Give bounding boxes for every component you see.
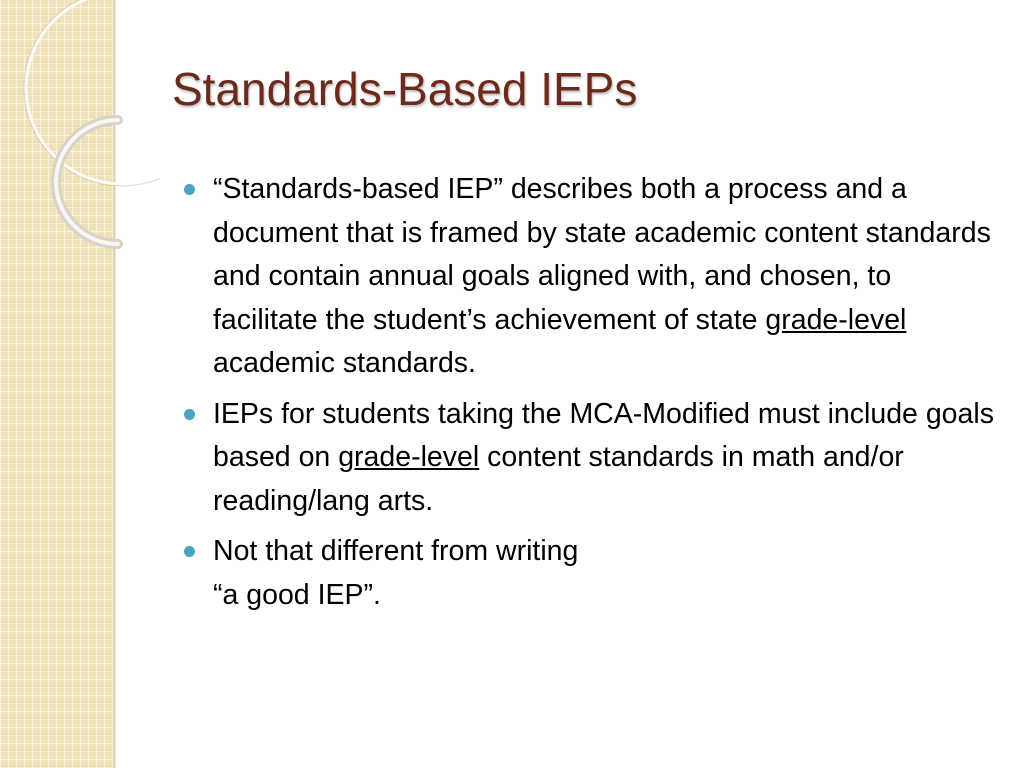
bullet-text: academic standards. bbox=[213, 347, 476, 379]
bullet-text: Not that different from writing bbox=[213, 535, 579, 567]
bullet-list bbox=[182, 168, 997, 624]
bullet-text: IEPs for students taking the MCA-Modified must include goals based on bbox=[213, 397, 994, 473]
side-panel-edge bbox=[113, 0, 116, 768]
bullet-text: “a good IEP”. bbox=[213, 578, 381, 611]
underlined-text: grade-level bbox=[338, 441, 480, 473]
underlined-text: grade-level bbox=[765, 303, 907, 336]
bullet-text: “Standards-based IEP” describes both a process and a document that is framed by state academic content standards and contain annual goals aligned with, and chosen, to facilitate the student’s achievement of state bbox=[213, 173, 991, 336]
bullet-dot-icon bbox=[184, 546, 195, 557]
bullet-dot-icon bbox=[184, 409, 195, 420]
decorative-side-panel bbox=[0, 0, 113, 768]
bullet-text: content standards in math and/or reading/lang arts. bbox=[213, 441, 904, 517]
bullet-item bbox=[182, 168, 997, 386]
slide-title: Standards-Based IEPs bbox=[172, 63, 638, 115]
bullet-item bbox=[182, 530, 997, 617]
bullet-item bbox=[182, 393, 997, 524]
bullet-dot-icon bbox=[184, 184, 195, 195]
